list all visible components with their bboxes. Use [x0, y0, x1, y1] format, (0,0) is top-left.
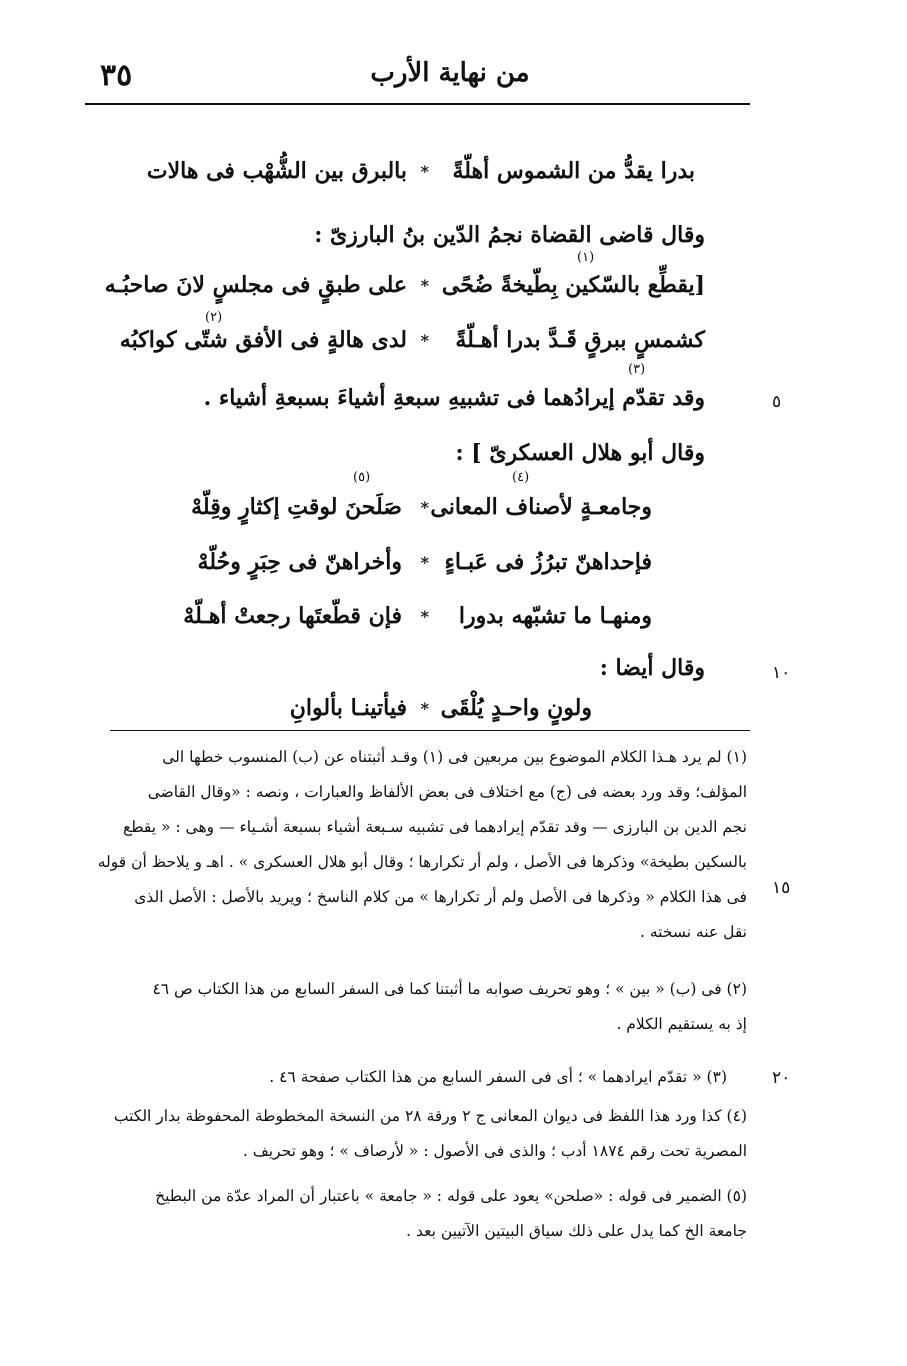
prose-line: وقد تقدّم إيرادُهما فى تشبيهِ سبعةِ أشياءَ بسبعةِ أشياء .: [203, 385, 705, 411]
verse-separator: *: [420, 553, 429, 572]
verse-line-7: [0, 494, 907, 524]
footnote-line: نجم الدين بن البارزى — وقد تقدّم إيرادهما فى تشبيه سـبعة أشياء بسبعة أشـياء — وهى : « يقطع: [122, 818, 747, 836]
verse-line-1: [0, 158, 907, 188]
hemistich: بدرا يقدُّ من الشموس أهلّةً: [452, 158, 695, 184]
verse-line-3: [0, 272, 907, 302]
footnote-marker: (٥): [353, 470, 371, 485]
hemistich: لدى هالةٍ فى الأفق شتّى كواكبُه: [119, 327, 407, 353]
footnote-line: المؤلف؛ وقد ورد بعضه فى (ج) مع اختلاف فى بعض الألفاظ والعبارات ، ونصه : «وقال القاضى: [147, 783, 747, 801]
hemistich: بالبرق بين الشُّهْب فى هالات: [146, 158, 407, 184]
verse-separator: *: [420, 607, 429, 626]
hemistich: فإن قطّعتَها رجعتْ أهـلّهْ: [183, 603, 402, 629]
footnote-rule: [110, 730, 750, 731]
verse-line-11: [0, 695, 907, 725]
hemistich: ومنهـا ما تشبّهه بدورا: [458, 603, 652, 629]
footnote-line: (٥) الضمير فى قوله : «صلحن» يعود على قوله : « جامعة » باعتبار أن المراد عدّة من البطيخ: [155, 1187, 747, 1205]
footnote-line: (٣) « تقدّم ايرادهما » ؛ أى فى السفر السابع من هذا الكتاب صفحة ٤٦ .: [269, 1068, 727, 1086]
footnote-marker: (٤): [512, 470, 530, 485]
footnote-line: فى هذا الكلام « وذكرها فى الأصل ولم أر تكرارها » من كلام الناسخ ؛ ويريد بالأصل : الأصل الذى: [134, 888, 747, 906]
hemistich: على طبقٍ فى مجلسٍ لانَ صاحبُـه: [104, 272, 407, 298]
footnote-line: (١) لم يرد هـذا الكلام الموضوع بين مربعين فى (١) وقـد أثبتناه عن (ب) المنسوب خطها الى: [162, 748, 747, 766]
running-title: من نهاية الأرب: [370, 58, 530, 88]
verse-separator: *: [420, 331, 429, 350]
verse-separator: *: [420, 498, 429, 517]
footnote-line: (٤) كذا ورد هذا اللفظ فى ديوان المعانى ج ٢ ورقة ٢٨ من النسخة المخطوطة المحفوظة بدار الكتب: [113, 1107, 747, 1125]
verse-line-8: [0, 549, 907, 579]
footnote-marker: (٣): [628, 362, 646, 377]
verse-separator: *: [420, 276, 429, 295]
footnote-line: (٢) فى (ب) « بين » ؛ وهو تحريف صوابه ما أثبتنا كما فى السفر السابع من هذا الكتاب ص ٤٦: [152, 980, 747, 998]
footnote-marker: (١): [577, 250, 595, 265]
prose-line: وقال أبو هلال العسكرىّ ] :: [455, 440, 705, 466]
hemistich: وأخراهنّ فى حِبَرٍ وحُلّهْ: [197, 549, 402, 575]
footnote-line: نقل عنه نسخته .: [640, 923, 747, 941]
prose-line: وقال أيضا :: [599, 655, 705, 681]
line-number: ٥: [772, 392, 782, 412]
verse-line-4: [0, 327, 907, 357]
footnote-line: المصرية تحت رقم ١٨٧٤ أدب ؛ والذى فى الأصول : « لأرصاف » ؛ وهو تحريف .: [242, 1142, 747, 1160]
footnote-line: بالسكين بطيخة» وذكرها فى الأصل ، ولم أر تكرارها ؛ وقال أبو هلال العسكرى » . اهـ و يلاحظ أن قوله: [97, 853, 747, 871]
footnote-line: جامعة الخ كما يدل على ذلك سياق البيتين الآتيين بعد .: [406, 1222, 747, 1240]
page-number: ٣٥: [100, 58, 133, 93]
line-number: ١٠: [772, 663, 791, 683]
hemistich: كشمسٍ ببرقٍ قَـدَّ بدرا أهـلّةً: [455, 327, 705, 353]
hemistich: ولونٍ واحـدٍ يُلْقَى: [440, 695, 592, 721]
verse-line-9: [0, 603, 907, 633]
line-number: ٢٠: [772, 1068, 791, 1088]
footnote-marker: (٢): [205, 310, 223, 325]
verse-separator: *: [420, 162, 429, 181]
hemistich: صَلَحنَ لوقتِ إكثارٍ وقِلّهْ: [191, 494, 402, 520]
line-number: ١٥: [772, 878, 791, 898]
footnote-line: إذ به يستقيم الكلام .: [616, 1015, 747, 1033]
hemistich: [يقطِّع بالسّكين بِطّيخةً ضُحًى: [441, 272, 705, 298]
header-rule: [85, 103, 750, 105]
hemistich: فيأتينـا بألوانِ: [289, 695, 407, 721]
verse-separator: *: [420, 699, 429, 718]
hemistich: وجامعـةٍ لأصناف المعانى: [430, 494, 652, 520]
hemistich: فإحداهنّ تبرُزُ فى عَبـاءٍ: [444, 549, 652, 575]
prose-line: وقال قاضى القضاة نجمُ الدّين بنُ البارزىّ :: [314, 222, 705, 248]
